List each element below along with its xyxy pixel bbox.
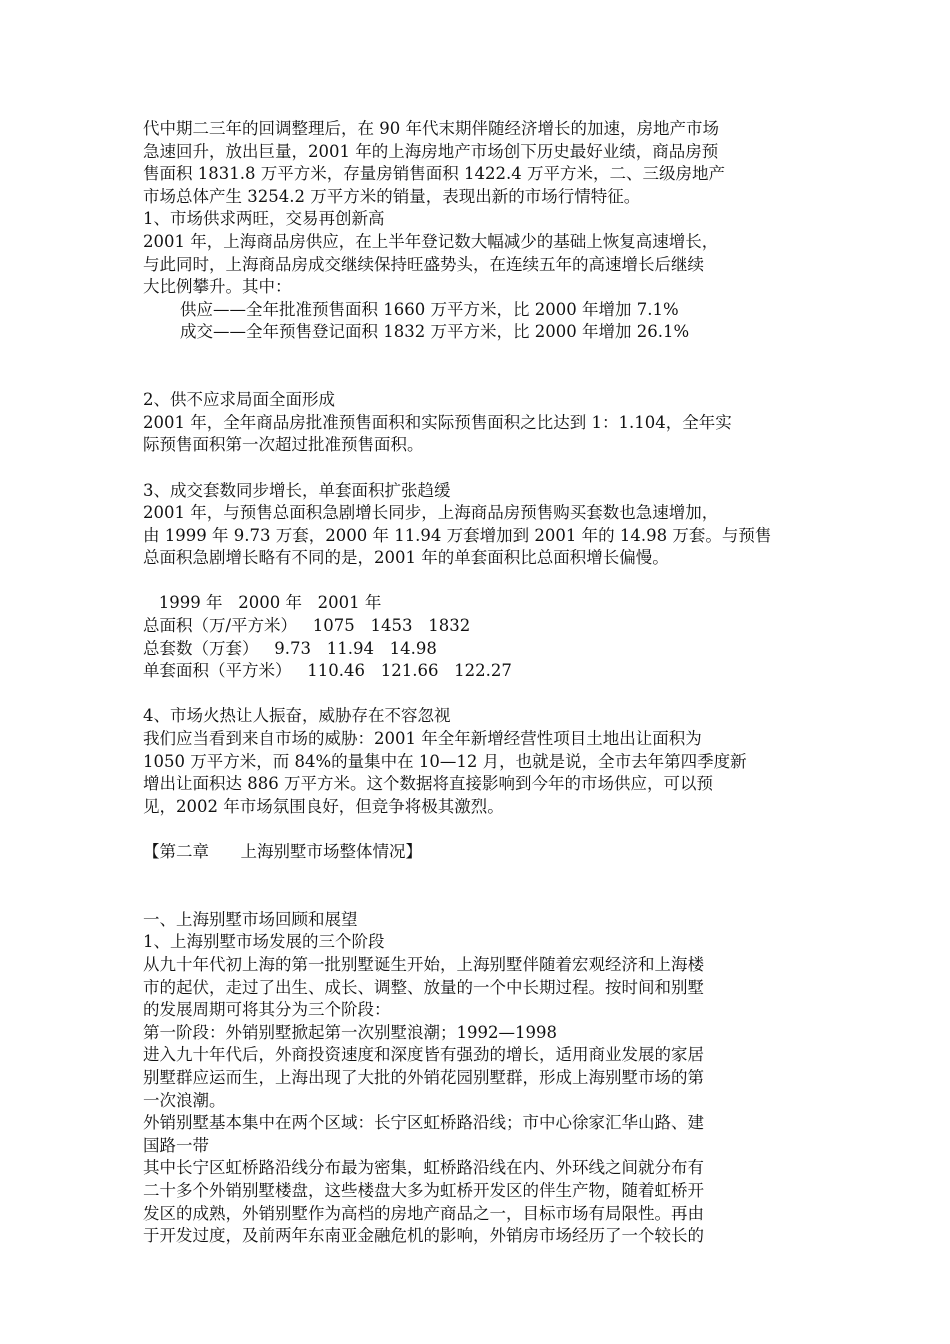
text-line: 1050 万平方米，而 84%的量集中在 10—12 月，也就是说，全市去年第四季度新 [143,751,747,771]
section-1-heading: 1、市场供求两旺，交易再创新高 [143,209,385,229]
text-line: 代中期二三年的回调整理后，在 90 年代末期伴随经济增长的加速，房地产市场 [143,119,719,138]
text-line: 由 1999 年 9.73 万套，2000 年 11.94 万套增加到 2001 年的 14.98 万套。与预售 [143,525,772,545]
chapter-2-paragraph [143,954,813,1248]
text-line: 总面积急剧增长略有不同的是，2001 年的单套面积比总面积增长偏慢。 [143,548,669,568]
phase-1-heading: 第一阶段：外销别墅掀起第一次别墅浪潮；1992—1998 [143,1022,557,1042]
section-3-paragraph [143,502,813,570]
deal-item: 成交——全年预售登记面积 1832 万平方米，比 2000 年增加 26.1% [180,322,690,342]
text-line: 进入九十年代后，外商投资速度和深度皆有强劲的增长，适用商业发展的家居 [143,1045,704,1065]
supply-item: 供应——全年批准预售面积 1660 万平方米，比 2000 年增加 7.1% [180,299,679,319]
text-line: 2001 年，全年商品房批准预售面积和实际预售面积之比达到 1：1.104，全年实 [143,412,732,432]
text-line: 国路一带 [143,1135,209,1155]
text-line: 二十多个外销别墅楼盘，这些楼盘大多为虹桥开发区的伴生产物，随着虹桥开 [143,1180,704,1200]
chapter-title: 【第二章 上海别墅市场整体情况】 [143,842,422,861]
text-line: 市场总体产生 3254.2 万平方米的销量，表现出新的市场行情特征。 [143,186,641,206]
text-line: 我们应当看到来自市场的威胁：2001 年全年新增经营性项目土地出让面积为 [143,729,702,749]
text-line: 2001 年，与预售总面积急剧增长同步，上海商品房预售购买套数也急速增加， [143,503,719,523]
text-line: 其中长宁区虹桥路沿线分布最为密集，虹桥路沿线在内、外环线之间就分布有 [143,1158,704,1178]
table-row: 总面积（万/平方米） 1075 1453 1832 [143,616,471,636]
section-2-paragraph [143,412,813,457]
text-line: 售面积 1831.8 万平方米，存量房销售面积 1422.4 万平方米，二、三级房地产 [143,164,725,184]
document-page [143,118,813,1248]
text-line: 大比例攀升。其中： [143,277,292,297]
text-line: 与此同时，上海商品房成交继续保持旺盛势头，在连续五年的高速增长后继续 [143,254,704,274]
section-4-paragraph [143,728,813,818]
section-3-heading: 3、成交套数同步增长，单套面积扩张趋缓 [143,480,451,500]
intro-paragraph [143,118,813,208]
text-line: 市的起伏，走过了出生、成长、调整、放量的一个中长期过程。按时间和别墅 [143,977,704,997]
table-row: 总套数（万套） 9.73 11.94 14.98 [143,638,437,658]
text-line: 急速回升，放出巨量，2001 年的上海房地产市场创下历史最好业绩，商品房预 [143,141,719,161]
text-line: 见，2002 年市场氛围良好，但竞争将极其激烈。 [143,796,504,816]
section-2-heading: 2、供不应求局面全面形成 [143,390,335,410]
text-line: 2001 年，上海商品房供应，在上半年登记数大幅减少的基础上恢复高速增长， [143,231,719,251]
text-line: 发区的成熟，外销别墅作为高档的房地产商品之一，目标市场有局限性。再由 [143,1203,704,1223]
chapter-2-subheading: 1、上海别墅市场发展的三个阶段 [143,932,385,952]
table-row: 单套面积（平方米） 110.46 121.66 122.27 [143,661,512,681]
text-line: 外销别墅基本集中在两个区域：长宁区虹桥路沿线；市中心徐家汇华山路、建 [143,1113,704,1133]
text-line: 增出让面积达 886 万平方米。这个数据将直接影响到今年的市场供应，可以预 [143,774,713,794]
section-1-paragraph [143,231,813,344]
text-line: 际预售面积第一次超过批准预售面积。 [143,435,424,455]
text-line: 别墅群应运而生，上海出现了大批的外销花园别墅群，形成上海别墅市场的第 [143,1067,704,1087]
text-line: 一次浪潮。 [143,1090,226,1110]
text-line: 的发展周期可将其分为三个阶段： [143,1000,391,1020]
text-line: 从九十年代初上海的第一批别墅诞生开始，上海别墅伴随着宏观经济和上海楼 [143,954,704,974]
chapter-2-heading: 一、上海别墅市场回顾和展望 [143,909,358,929]
table-header: 1999 年 2000 年 2001 年 [143,593,382,613]
text-line: 于开发过度，及前两年东南亚金融危机的影响，外销房市场经历了一个较长的 [143,1226,704,1246]
data-table [143,592,813,682]
section-4-heading: 4、市场火热让人振奋，威胁存在不容忽视 [143,706,451,726]
